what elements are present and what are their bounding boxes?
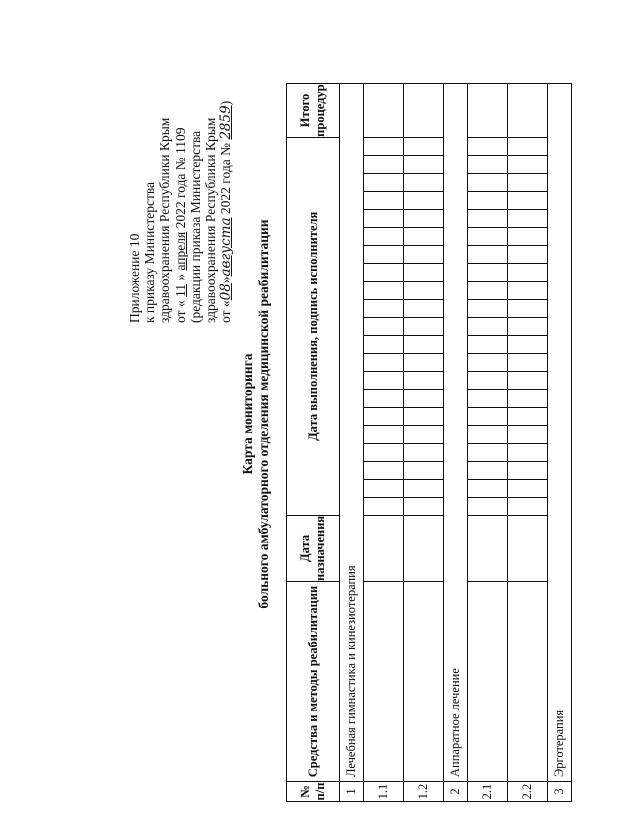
execution-cell: [364, 443, 404, 461]
execution-cell: [508, 137, 548, 155]
execution-cell: [508, 371, 548, 389]
execution-cell: [508, 227, 548, 245]
execution-cell: [468, 209, 508, 227]
execution-cell: [404, 425, 444, 443]
header-line-7: от «08»августа 2022 года № 2859): [218, 100, 235, 323]
execution-cell: [468, 317, 508, 335]
date-assigned-cell: [468, 515, 508, 581]
row-number: 2.2: [508, 782, 548, 802]
execution-cell: [364, 461, 404, 479]
section-label: Аппаратное лечение: [444, 84, 468, 782]
execution-cell: [364, 371, 404, 389]
execution-cell: [468, 173, 508, 191]
item-row: [468, 84, 508, 802]
section-row: [444, 84, 468, 802]
execution-cell: [508, 353, 548, 371]
row-number: 2.1: [468, 782, 508, 802]
execution-cell: [364, 479, 404, 497]
execution-cell: [404, 317, 444, 335]
execution-cell: [468, 425, 508, 443]
execution-cell: [404, 245, 444, 263]
section-row: [548, 84, 572, 802]
execution-cell: [468, 245, 508, 263]
execution-cell: [468, 227, 508, 245]
date-assigned-cell: [404, 515, 444, 581]
execution-cell: [404, 191, 444, 209]
execution-cell: [468, 371, 508, 389]
execution-cell: [404, 155, 444, 173]
execution-cell: [508, 425, 548, 443]
execution-cell: [404, 299, 444, 317]
execution-cell: [364, 137, 404, 155]
execution-cell: [404, 173, 444, 191]
execution-cell: [404, 281, 444, 299]
monitoring-table: [286, 83, 572, 802]
appendix-header: [127, 23, 234, 323]
execution-cell: [404, 263, 444, 281]
execution-cell: [468, 497, 508, 515]
header-date-assigned: Дата назначения: [287, 515, 340, 581]
header-line-3: здравоохранения Республики Крым: [157, 117, 173, 323]
execution-cell: [508, 299, 548, 317]
execution-cell: [468, 299, 508, 317]
execution-cell: [468, 389, 508, 407]
execution-cell: [508, 209, 548, 227]
total-cell: [404, 84, 444, 138]
execution-cell: [468, 461, 508, 479]
execution-cell: [508, 479, 548, 497]
execution-cell: [508, 173, 548, 191]
execution-cell: [468, 137, 508, 155]
header-total: Итого процедур: [287, 84, 340, 138]
execution-cell: [508, 191, 548, 209]
date-assigned-cell: [508, 515, 548, 581]
execution-cell: [468, 479, 508, 497]
header-line-6: здравоохранения Республики Крым: [203, 117, 219, 323]
execution-cell: [364, 497, 404, 515]
header-execution: Дата выполнения, подпись исполнителя: [287, 137, 340, 515]
execution-cell: [508, 407, 548, 425]
execution-cell: [468, 281, 508, 299]
execution-cell: [364, 209, 404, 227]
row-number: 3: [548, 782, 572, 802]
execution-cell: [404, 353, 444, 371]
row-number: 1: [340, 782, 364, 802]
execution-cell: [508, 281, 548, 299]
header-line-4: от « 11 » апреля 2022 года № 1109: [172, 127, 188, 323]
execution-cell: [404, 389, 444, 407]
execution-cell: [404, 461, 444, 479]
execution-cell: [508, 335, 548, 353]
execution-cell: [364, 245, 404, 263]
title-line-2: больного амбулаторного отделения медицинской реабилитации: [256, 219, 271, 609]
title-line-1: Карта мониторинга: [240, 353, 255, 475]
execution-cell: [364, 281, 404, 299]
execution-cell: [468, 353, 508, 371]
header-methods: Средства и методы реабилитации: [287, 582, 340, 782]
execution-cell: [404, 407, 444, 425]
execution-cell: [364, 173, 404, 191]
execution-cell: [468, 443, 508, 461]
execution-cell: [404, 443, 444, 461]
execution-cell: [468, 263, 508, 281]
execution-cell: [364, 155, 404, 173]
execution-cell: [364, 191, 404, 209]
execution-cell: [508, 245, 548, 263]
execution-cell: [404, 371, 444, 389]
item-row: [404, 84, 444, 802]
methods-cell: [508, 582, 548, 782]
section-label: Лечебная гимнастика и кинезиотерапия: [340, 84, 364, 782]
execution-cell: [364, 335, 404, 353]
total-cell: [508, 84, 548, 138]
item-row: [508, 84, 548, 802]
methods-cell: [404, 582, 444, 782]
execution-cell: [364, 227, 404, 245]
execution-cell: [404, 137, 444, 155]
total-cell: [468, 84, 508, 138]
methods-cell: [468, 582, 508, 782]
execution-cell: [508, 497, 548, 515]
row-number: 1.2: [404, 782, 444, 802]
header-line-2: к приказу Министерства: [142, 181, 158, 323]
execution-cell: [364, 425, 404, 443]
execution-cell: [404, 227, 444, 245]
execution-cell: [508, 155, 548, 173]
execution-cell: [468, 335, 508, 353]
execution-cell: [468, 191, 508, 209]
document-title: [240, 0, 272, 828]
execution-cell: [508, 317, 548, 335]
execution-cell: [364, 407, 404, 425]
execution-cell: [508, 461, 548, 479]
execution-cell: [364, 389, 404, 407]
section-row: [340, 84, 364, 802]
execution-cell: [468, 407, 508, 425]
execution-cell: [508, 263, 548, 281]
section-label: Эрготерапия: [548, 84, 572, 782]
execution-cell: [364, 299, 404, 317]
execution-cell: [468, 155, 508, 173]
execution-cell: [364, 263, 404, 281]
header-line-1: Приложение 10: [127, 233, 142, 323]
total-cell: [364, 84, 404, 138]
execution-cell: [364, 317, 404, 335]
date-assigned-cell: [364, 515, 404, 581]
item-row: [364, 84, 404, 802]
execution-cell: [508, 443, 548, 461]
execution-cell: [404, 479, 444, 497]
row-number: 2: [444, 782, 468, 802]
row-number: 1.1: [364, 782, 404, 802]
execution-cell: [508, 389, 548, 407]
execution-cell: [404, 497, 444, 515]
header-line-5: (редакции приказа Министерства: [187, 130, 203, 323]
execution-cell: [404, 335, 444, 353]
table-header-row: [287, 84, 340, 802]
execution-cell: [404, 209, 444, 227]
header-num: № п/п: [287, 782, 340, 802]
methods-cell: [364, 582, 404, 782]
execution-cell: [364, 353, 404, 371]
